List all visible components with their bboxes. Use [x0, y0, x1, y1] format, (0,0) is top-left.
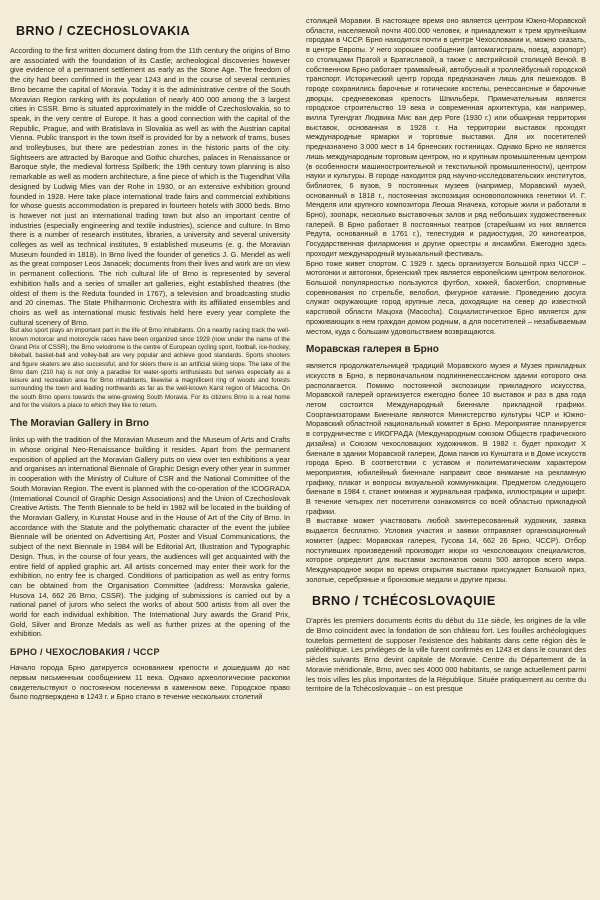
russian-intro-continued: столицей Моравии. В настоящее время оно является центром Южно-Моравской области, населяемой почти 400.000 человек, и принадлежит к трем крупнейшим городам в ЧССР. Брно находится почти в центре Чехословакии и, можно сказать, в центре Европы. У него хорошее сообщение (автомагистраль, поезд, аэропорт) со столицами Прагой и Братиславой, а также с австрийской столицей Веной. В собственном Брно работает трамвайный, автобусный и троллейбусный городской транспорт. Исторический центр города предназначен лишь для пешеходов. В городе сохранились барочные и готические костелы, ренессансные и барочные дворцы, средневековая крепость Шпильберк. Примечательным является городское строительство 19 века и современная архитектура, как например, вилла Тугендгат Людвика Мис ван дер Роге (1930 г.) или обширная территория выставок, основанная в 1928 г. На территории выставок проходят международные ярмарки и торговые выставки. Для их посетителей предназначено 3.000 мест в 14 брненских гостиницах. Однако Брно не является лишь международным торговым центром, но и крупным промышленным центром (в особенности машиностроительной и текстильной промышленности), центром науки и культуры. В городе находится ряд научно-исследовательских институтов, библиотек, 6 вузов, 9 постоянных музеев (например, Моравский музей, основанный в 1818 г., постоянная экспозиция основоположника генетики И. Г. Менделя или крупного композитора Леоша Яначека, которые жили и работали в Брно), зоопарк, несколько выставочных залов и ряд небольших художественных галерей. В Брно работает 8 постоянных театров (старейшим из них является Редута, основанный в 1761 г.), телестудия и радиостудия, 20 кинотеатров, Государственная филармония и другие оркестры и ансамбли. Ежегодно здесь проходит международный музыкальный фестиваль.	[306, 16, 586, 258]
right-column	[306, 16, 586, 896]
left-column	[10, 16, 290, 896]
russian-heading: БРНО / ЧЕХОСЛОВАКИЯ / ЧССР	[10, 647, 160, 658]
english-heading: BRNO / CZECHOSLOVAKIA	[16, 24, 191, 38]
gallery-paragraph-russian: является продолжательницей традиций Моравского музея и Музея прикладных искусств в Брно, в первоначальном подлинненессансном здании которого она располагается. Помимо постоянной экспозиции прикладного искусства, Моравской галерей организуется ежегодно более 10 выставок и раз в два года летом состоится Международный биеннале прикладной графики. Соорганизаторами Биеннале являются Министерство культуры ЧСР и Южно-Моравский областной национальный комитет в Брно. Мероприятие планируется в сотрудничестве с ИКОГРАДА (Международным союзом Обществ графического дизайна) и Союзом чехословацких художников. В 1982 г. будет проходит X биенале в здании Моравской галереи, Дома панов из Кунштата и в Доме искусств города Брно. В соответствии с уставом и политематическим характером мероприятия, юбилейный биеннале направит свое внимание на рекламную графику, плакат и вопросы визуальной коммуникации. Предметом следующего биенале в 1984 г. станет книжная и журнальная графика, иллюстрации и шрифт. В течение четырех лет посетители ознакомятся со всей областью прикладной графики.	[306, 361, 586, 516]
russian-intro-start: Начало города Брно датируется основанием крепости и дошедшим до нас первым письменным сообщением 11 века. Однако археологические раскопки свидетельствуют о постоянном поселении в каменном веке. Городское право было подтверждено в 1243 г. и Брно стало в течение нескольких столетий	[10, 663, 290, 702]
french-intro: D'après les premiers documents écrits du début du 11e siècle, les origines de la ville de Brno coïncident avec la fondation de son château fort. Les fouilles archéologiques toutefois permettent de supposer l'existence des habitants dans cette région dès le paléolithique. Les privilèges de la ville furent confirmés en 1243 et dans le courant des siècles suivants Brno devint capitale de Moravie. Centre du Département de la Moravie méridionale, Brno, avec ses 4000 000 habitants, se range actuellement parmi les trois villes les plus importantes de la République. Située pratiquement au centre du territoire de la Tchécoslovaquie – on est presque	[306, 616, 586, 694]
english-intro: According to the first written document dating from the 11th century the origins of Brno are associated with the foundation of its Castle; archeological discoveries however give evidence of a permanent settlement as early as the Stone Age. The freedom of the city had been confirmed in the year 1243 and in the course of several centuries Brno became the capital of Moravia. Today it is the administrative centre of the South Moravian Region ranking with its population of nearly 400 000 among the 3 largest cities in CSSR. Brno is situated approximately in the middle of Czechoslovakia, so to speak, in the very centre of Europe. It has a good connection with the capital of the Republic, Prague, and with Bratislava in Slovakia as well as with the Austrian capital Vienna. Public transport in the town itself is provided for by a network of trams, buses and trolleybuses, but there are pedestrian zones in the historic parts of the city. Sightseers are attracted by Baroque and Gothic churches, palaces in Renaissance or Baroque style, the medieval fortress Spilberk; the 19th century town planning is also remarkable as well as modern architecture, a fine piece of which is the Tugendhat Villa designed by Ludwig Mies van der Rohe in 1930, or an extensive exhibition ground founded in 1928. Here take place international trade fairs and commercial exhibitions for whose guests accommodation is prepared in fourteen hotels with 3000 beds. Brno is however not just an international trading town but also an important centre of industries (especially engineering and textile industries), science and culture. In Brno there is a number of research institutes, libraries, a university and several university colleges as well as technical institutes, 9 established museums (e. g. the Moravian Museum founded in 1818). In Brno lived the founder of genetics J. G. Mendel as well as the great composer Leos Janacek; documents from their lives and work are on view in permanent collections. The rich cultural life of Brno is represented by several exhibition halls and a series of smaller art galleries, eight established theatres (the oldest of them is the Reduta founded in 1767), a television and broadcasting studio and 20 cinemas. The State Philharmonic Orchestra with its affiliated ensembles and choirs as well as international music festivals held here every year complete the cultural scenery of Brno.	[10, 46, 290, 327]
french-heading: BRNO / TCHÉCOSLOVAQUIE	[312, 594, 496, 609]
gallery-paragraph-english: links up with the tradition of the Moravian Museum and the Museum of Arts and Crafts in whose original Neo-Renaissance building it resides. Apart from the permanent exposition of applied art the Moravian Gallery puts on view over ten exhibitions a year and organises an international Biennale of Graphic Design every other year in summer in cooperation with the Ministry of Culture of CSR and the National Committee of the South Moravian Region. The event is planned with the co-operation of the ICOGRADA (International Council of Graphic Design Associations) and the Union of Czechoslovak Creative Artists. The Tenth Biennale to be held in 1982 will be located in the building of the Moravian Gallery, in Kunstat House and in the House of Art of the City of Brno. In accordance with the Statute and the polythematic character of the event the jubilee Biennale will be oriented on Advertising Art, Poster and Visual Communications, the subject of the next Biennale in 1984 will be Editorial Art, Illustration and Typographic Design. Thus, in the course of four years, the audiences will get acquainted with the entire field of applied graphic art. All artists concerned may enter their work for the exhibition, no entry fee is charged. Conditions of participation as well as entry forms can be obtained from the Organisation Committee (address: Moravska galerie, Husova 14, 662 26 Brno, CSSR). The judging of submissions is carried out by a national panel of jurors who select the works of about 500 artists from all over the world for each individual exhibition. The International Jury awards the Grand Prix, Gold, Silver and Bronze Medals as well as further prizes at the opening of the exhibition.	[10, 435, 290, 639]
gallery-paragraph-russian-2: В выставке может участвовать любой заинтересованный художник, заявка выдается бесплатно. Условия участия и заявки отправляет организационный комитет (адрес: Моравская галерея, Гусова 14, 662 26 Брно, ЧССР). Отбор поступивших произведений производит жюри из чехословацких специалистов, которое определит для выставки экспонатов около 500 авторов всего мира. Международное жюри во время открытия выставки присуждает Большой приз, золотые, серебряные и бронзовые медали и другие призы.	[306, 516, 586, 584]
gallery-heading-english: The Moravian Gallery in Brno	[10, 418, 149, 430]
russian-sport-paragraph: Брно тоже живет спортом. С 1929 г. здесь организуется Большой приз ЧССР – мотогонки и автогонки, брненский трек является европейским центром велогонок. Большой популярностью пользуются футбол, хоккей, баскетбол, спортивные соревнования по стрельбе, велобол, фигурное катание. Проведению досуга служат окружающие город крупные леса, доходящие на север до известной карстовой области Мацоха (Macocha). Социалистическое Брно является для проживающих в нем граждан домом родным, а для посетителей – незабываемым местом, куда с большим удовольствием возвращаются.	[306, 258, 586, 336]
english-sport-paragraph: But also sport plays an important part in the life of Brno inhabitants. On a nearby racing track the well-known motorcar and motorcycle races have been organized since 1929 (now under the name of the Grand Prix of CSSR), the Brno velodrome is the centre of European cycling sport, football, ice-hockey, bikeball, basket-ball and volley-ball are very popular and achieve good standards. Sports shooters and figure skaters are also successful, and for skiers there is an artificial skiing slope. The lake of the Brno dam (210 ha) is not only a paradise for water-sports enthusiasts but serves especially as a leisure and recreation area for Brno inhabitants, likewise a magnificent ring of woods and forests surrounding the town and leading northwards as far as the well-known Karst region of Macocha. On the south Brno opens towards the wine-growing South Moravia. For its citizens Brno is a real home and for the visitors a place to which they like to return.	[10, 327, 290, 410]
gallery-heading-russian: Моравская галерея в Брно	[306, 344, 439, 356]
